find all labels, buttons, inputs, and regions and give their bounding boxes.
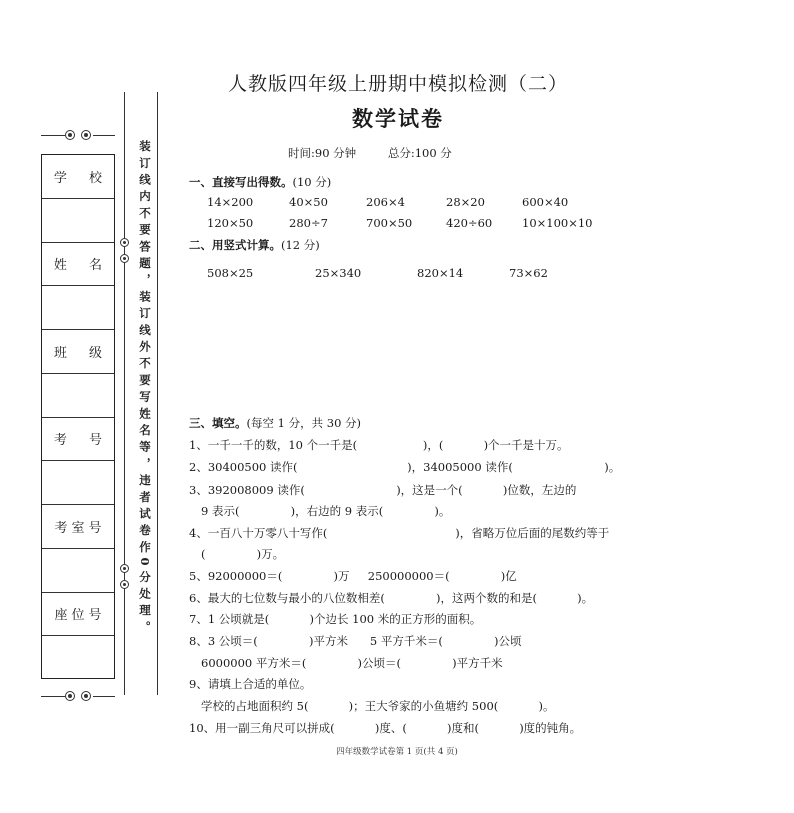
name-field[interactable] xyxy=(42,286,114,330)
fill-question-8-cont: 6000000 平方米＝( )公顷＝( )平方千米 xyxy=(201,656,503,670)
class-label: 班 级 xyxy=(42,330,114,374)
exam-number-field[interactable] xyxy=(42,461,114,505)
exam-number-label: 考 号 xyxy=(42,418,114,462)
binding-rings-top xyxy=(41,130,115,142)
seat-number-label: 座位号 xyxy=(42,593,114,637)
school-label: 学 校 xyxy=(42,155,114,199)
section2-heading xyxy=(189,237,320,253)
student-info-table xyxy=(41,154,115,679)
ring-icon xyxy=(81,130,91,140)
calc-item: 10×100×10 xyxy=(522,216,593,230)
section1-heading xyxy=(189,174,331,190)
seat-number-field[interactable] xyxy=(42,636,114,680)
fill-question-7: 7、1 公顷就是( )个边长 100 米的正方形的面积。 xyxy=(189,612,482,626)
vertical-calc-item: 25×340 xyxy=(315,266,362,280)
calc-item: 14×200 xyxy=(207,195,254,209)
fill-question-1: 1、一千一千的数，10 个一千是( )，( )个一千是十万。 xyxy=(189,438,569,452)
exam-subtitle: 数学试卷 xyxy=(352,106,444,131)
ring-icon xyxy=(120,238,129,247)
exam-title: 人教版四年级上册期中模拟检测（二） xyxy=(227,73,568,95)
calc-item: 40×50 xyxy=(289,195,328,209)
exam-meta xyxy=(288,145,480,161)
exam-room-label: 考室号 xyxy=(42,505,114,549)
calc-item: 28×20 xyxy=(446,195,485,209)
fill-question-4-cont: ( )万。 xyxy=(201,547,285,561)
vertical-calc-item: 508×25 xyxy=(207,266,254,280)
vertical-calc-item: 820×14 xyxy=(417,266,464,280)
calc-item: 600×40 xyxy=(522,195,569,209)
section1-points: (10 分) xyxy=(292,175,332,189)
ring-icon xyxy=(120,254,129,263)
fill-question-2: 2、30400500 读作( )，34005000 读作( )。 xyxy=(189,460,621,474)
section1-title: 一、直接写出得数。 xyxy=(189,175,293,189)
exam-time: 时间:90 分钟 xyxy=(288,146,357,160)
ring-icon xyxy=(65,691,75,701)
section3-heading xyxy=(189,415,361,431)
ring-icon xyxy=(81,691,91,701)
fill-question-9-cont: 学校的占地面积约 5( )；王大爷家的小鱼塘约 500( )。 xyxy=(201,699,555,713)
binding-line-inner xyxy=(124,92,125,695)
fill-question-5: 5、92000000＝( )万 250000000＝( )亿 xyxy=(189,569,517,583)
calc-item: 280÷7 xyxy=(289,216,328,230)
calc-item: 700×50 xyxy=(366,216,413,230)
fill-question-3-cont: 9 表示( )，右边的 9 表示( )。 xyxy=(201,504,451,518)
fill-question-4: 4、一百八十万零八十写作( )，省略万位后面的尾数约等于 xyxy=(189,526,610,540)
calc-item: 206×4 xyxy=(366,195,405,209)
fill-question-3: 3、392008009 读作( )，这是一个( )位数，左边的 xyxy=(189,483,577,497)
binding-rings-bottom xyxy=(41,691,115,703)
binding-line-outer xyxy=(157,92,158,695)
ring-icon xyxy=(120,580,129,589)
exam-room-field[interactable] xyxy=(42,549,114,593)
class-field[interactable] xyxy=(42,374,114,418)
calc-item: 420÷60 xyxy=(446,216,493,230)
calc-item: 120×50 xyxy=(207,216,254,230)
section3-title: 三、填空。 xyxy=(189,416,247,430)
ring-icon xyxy=(65,130,75,140)
fill-question-10: 10、用一副三角尺可以拼成( )度、( )度和( )度的钝角。 xyxy=(189,721,582,735)
name-label: 姓 名 xyxy=(42,243,114,287)
vertical-calc-item: 73×62 xyxy=(509,266,548,280)
school-field[interactable] xyxy=(42,199,114,243)
section2-title: 二、用竖式计算。 xyxy=(189,238,281,252)
section2-points: (12 分) xyxy=(281,238,320,252)
exam-total-score: 总分:100 分 xyxy=(387,146,452,160)
binding-notice: 装订线内不要答题，装订线外不要写姓名等，违者试卷作0分处理。 xyxy=(138,140,152,638)
fill-question-8: 8、3 公顷＝( )平方米 5 平方千米＝( )公顷 xyxy=(189,634,522,648)
section3-points: (每空 1 分，共 30 分) xyxy=(246,416,362,430)
fill-question-6: 6、最大的七位数与最小的八位数相差( )，这两个数的和是( )。 xyxy=(189,591,594,605)
ring-icon xyxy=(120,564,129,573)
fill-question-9: 9、请填上合适的单位。 xyxy=(189,677,312,691)
page-footer: 四年级数学试卷第 1 页(共 4 页) xyxy=(336,747,458,757)
